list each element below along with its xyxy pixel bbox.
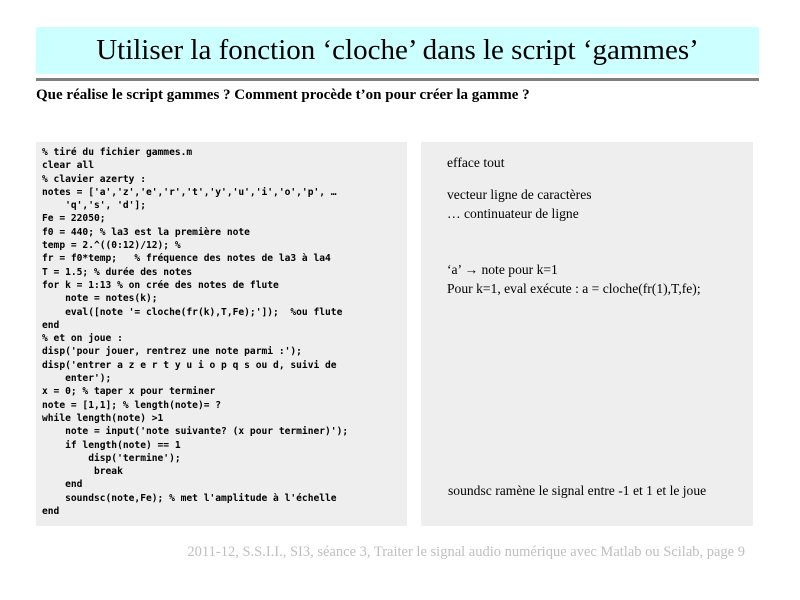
code-line: end <box>42 506 60 518</box>
code-listing <box>36 142 407 526</box>
code-line: fr = f0*temp; % fréquence des notes de la3 à la4 <box>42 253 331 265</box>
code-line: disp('pour jouer, rentrez une note parmi :'); <box>42 346 302 358</box>
code-line: 'q','s', 'd']; <box>42 200 146 212</box>
note-soundsc: soundsc ramène le signal entre -1 et 1 et le joue <box>448 483 707 498</box>
code-line: % et on joue : <box>42 333 123 345</box>
code-line: note = notes(k); <box>42 293 158 305</box>
code-line: % clavier azerty : <box>42 173 146 185</box>
code-line: enter'); <box>42 373 112 385</box>
code-line: % tiré du fichier gammes.m <box>42 147 193 158</box>
slide-footer: 2011-12, S.S.I.I., SI3, séance 3, Traiter le signal audio numérique avec Matlab ou Scilab, page 9 <box>187 544 745 560</box>
code-line: while length(note) >1 <box>42 412 164 424</box>
note-vector: vecteur ligne de caractères <box>447 187 592 202</box>
code-line: note = [1,1]; % length(note)= ? <box>42 399 222 411</box>
code-line: clear all <box>42 160 94 172</box>
code-line: f0 = 440; % la3 est la première note <box>42 226 250 238</box>
code-line: note = input('note suivante? (x pour terminer)'); <box>42 426 349 438</box>
code-line: for k = 1:13 % on crée des notes de flute <box>42 279 279 291</box>
slide-title-band <box>36 27 759 74</box>
code-line: temp = 2.^((0:12)/12); % <box>42 240 181 252</box>
note-clear-all: efface tout <box>447 155 505 170</box>
note-continuation: … continuateur de ligne <box>447 206 579 221</box>
code-line: break <box>42 466 123 478</box>
code-line: Fe = 22050; <box>42 213 106 225</box>
annotations-panel <box>421 142 753 526</box>
code-line: if length(note) == 1 <box>42 439 181 451</box>
code-line: notes = ['a','z','e','r','t','y','u','i','o','p', … <box>42 186 337 198</box>
note-eval: Pour k=1, eval exécute : a = cloche(fr(1),T,fe); <box>447 281 701 296</box>
code-line: end <box>42 479 83 491</box>
code-line: end <box>42 319 60 331</box>
code-line: disp('termine'); <box>42 452 181 464</box>
code-line: eval([note '= cloche(fr(k),T,Fe);']); %ou flute <box>42 306 343 318</box>
code-line: T = 1.5; % durée des notes <box>42 266 193 278</box>
title-divider <box>36 78 759 81</box>
slide-question: Que réalise le script gammes ? Comment procède t’on pour créer la gamme ? <box>36 87 530 103</box>
note-a-arrow: ‘a’ → note pour k=1 <box>447 262 558 277</box>
code-line: disp('entrer a z e r t y u i o p q s ou d, suivi de <box>42 359 337 371</box>
slide-title: Utiliser la fonction ‘cloche’ dans le script ‘gammes’ <box>96 34 699 66</box>
code-line: soundsc(note,Fe); % met l'amplitude à l'échelle <box>42 492 337 504</box>
code-line: x = 0; % taper x pour terminer <box>42 386 216 398</box>
